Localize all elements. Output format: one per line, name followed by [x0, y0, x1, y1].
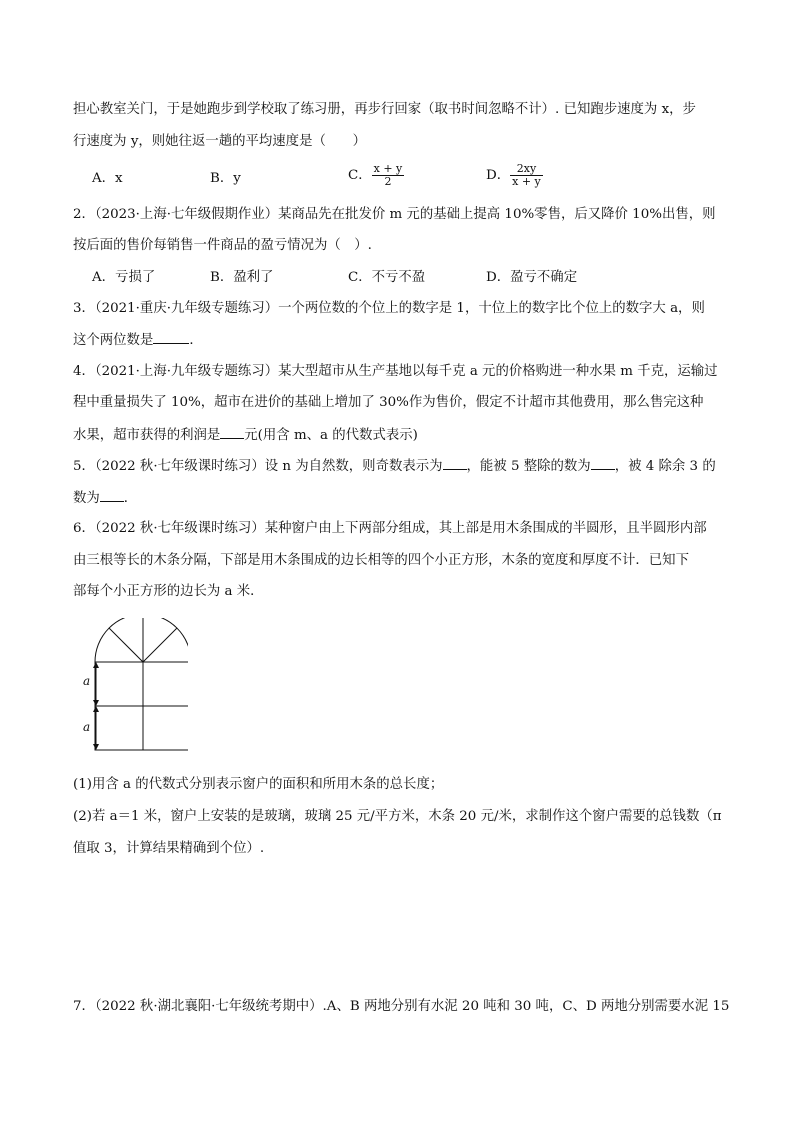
- q4-line-1: 4．（2021·上海·九年级专题练习）某大型超市从生产基地以每千克 a 元的价格购进一种水果 m 千克，运输过: [73, 364, 718, 379]
- answer-blank[interactable]: [100, 489, 124, 502]
- window-figure: [78, 618, 188, 762]
- q4-line-2: 程中重量损失了 10%，超市在进价的基础上增加了 30%作为售价，假定不计超市其他费用，那么售完这种: [73, 395, 704, 410]
- q1-option-a: A．x: [92, 171, 123, 186]
- fraction-denominator: x + y: [512, 175, 541, 188]
- dimension-label-a-upper: a: [83, 674, 91, 688]
- q2-option-d: D．盈亏不确定: [486, 270, 578, 285]
- q2-line-1: 2．（2023·上海·七年级假期作业）某商品先在批发价 m 元的基础上提高 10%零售，后又降价 10%出售，则: [73, 207, 716, 222]
- q1-line-2: 行速度为 y，则她往返一趟的平均速度是（ ）: [73, 134, 367, 149]
- q6-subquestion-2-line-1: (2)若 a＝1 米，窗户上安装的是玻璃，玻璃 25 元/平方米，木条 20 元/米，求制作这个窗户需要的总钱数（π: [73, 809, 722, 824]
- q3-line-1: 3．（2021·重庆·九年级专题练习）一个两位数的个位上的数字是 1，十位上的数字比个位上的数字大 a，则: [73, 301, 705, 316]
- q6-line-2: 由三根等长的木条分隔，下部是用木条围成的边长相等的四个小正方形，木条的宽度和厚度不计．已知下: [73, 553, 689, 568]
- q2-option-a: A．亏损了: [92, 270, 156, 285]
- answer-blank[interactable]: [153, 331, 189, 344]
- q1-option-d-fraction: [510, 163, 543, 188]
- q3-line-2-text: 这个两位数是: [73, 333, 154, 348]
- q5-line-2: [73, 489, 137, 508]
- q6-subquestion-2-line-2: 值取 3，计算结果精确到个位）.: [73, 841, 265, 856]
- q1-option-c-label: C．: [348, 168, 372, 183]
- q5-line-2-text: 数为: [73, 491, 100, 506]
- q5-line-1-text-a: 5．（2022 秋·七年级课时练习）设 n 为自然数，则奇数表示为: [73, 459, 443, 474]
- q1-line-1: 担心教室关门，于是她跑步到学校取了练习册，再步行回家（取书时间忽略不计）. 已知跑步速度为 x，步: [73, 102, 696, 117]
- fraction-denominator: 2: [384, 175, 392, 188]
- q3-line-2: [73, 331, 203, 350]
- window-diagram: [78, 618, 188, 758]
- q4-line-3: [73, 426, 418, 445]
- q1-option-c-fraction: [372, 163, 405, 188]
- q6-line-3: 部每个小正方形的边长为 a 米．: [73, 584, 264, 599]
- q4-line-3-text: 水果，超市获得的利润是: [73, 428, 221, 443]
- q6-line-1: 6．（2022 秋·七年级课时练习）某种窗户由上下两部分组成，其上部是用木条围成的半圆形，且半圆形内部: [73, 521, 707, 536]
- q5-line-1-text-c: ，被 4 除余 3 的: [614, 459, 716, 474]
- answer-blank[interactable]: [591, 457, 615, 470]
- q1-option-d: [486, 163, 543, 188]
- q1-option-d-label: D．: [486, 168, 511, 183]
- q5-line-2-end: ．: [123, 491, 138, 506]
- q5-line-1-text-b: ，能被 5 整除的数为: [466, 459, 591, 474]
- q2-option-c: C．不亏不盈: [348, 270, 426, 285]
- q2-line-2: 按后面的售价每销售一件商品的盈亏情况为（ ）.: [73, 238, 372, 253]
- fraction-numerator: 2xy: [510, 163, 543, 176]
- dimension-label-a-lower: a: [83, 720, 91, 734]
- q1-option-b: B．y: [210, 171, 241, 186]
- q6-subquestion-1: (1)用含 a 的代数式分别表示窗户的面积和所用木条的总长度；: [73, 777, 444, 792]
- q2-option-b: B．盈利了: [210, 270, 274, 285]
- q4-line-3-end: 元(用含 m、a 的代数式表示): [244, 428, 418, 443]
- fraction-numerator: x + y: [373, 162, 403, 175]
- q3-line-2-end: ．: [189, 333, 203, 348]
- q5-line-1: [73, 457, 716, 476]
- q7-line-1: 7．（2022 秋·湖北襄阳·七年级统考期中）.A、B 两地分别有水泥 20 吨和 30 吨，C、D 两地分别需要水泥 15: [73, 999, 730, 1014]
- answer-blank[interactable]: [220, 426, 244, 439]
- q1-option-c: [348, 163, 404, 188]
- answer-blank[interactable]: [443, 457, 467, 470]
